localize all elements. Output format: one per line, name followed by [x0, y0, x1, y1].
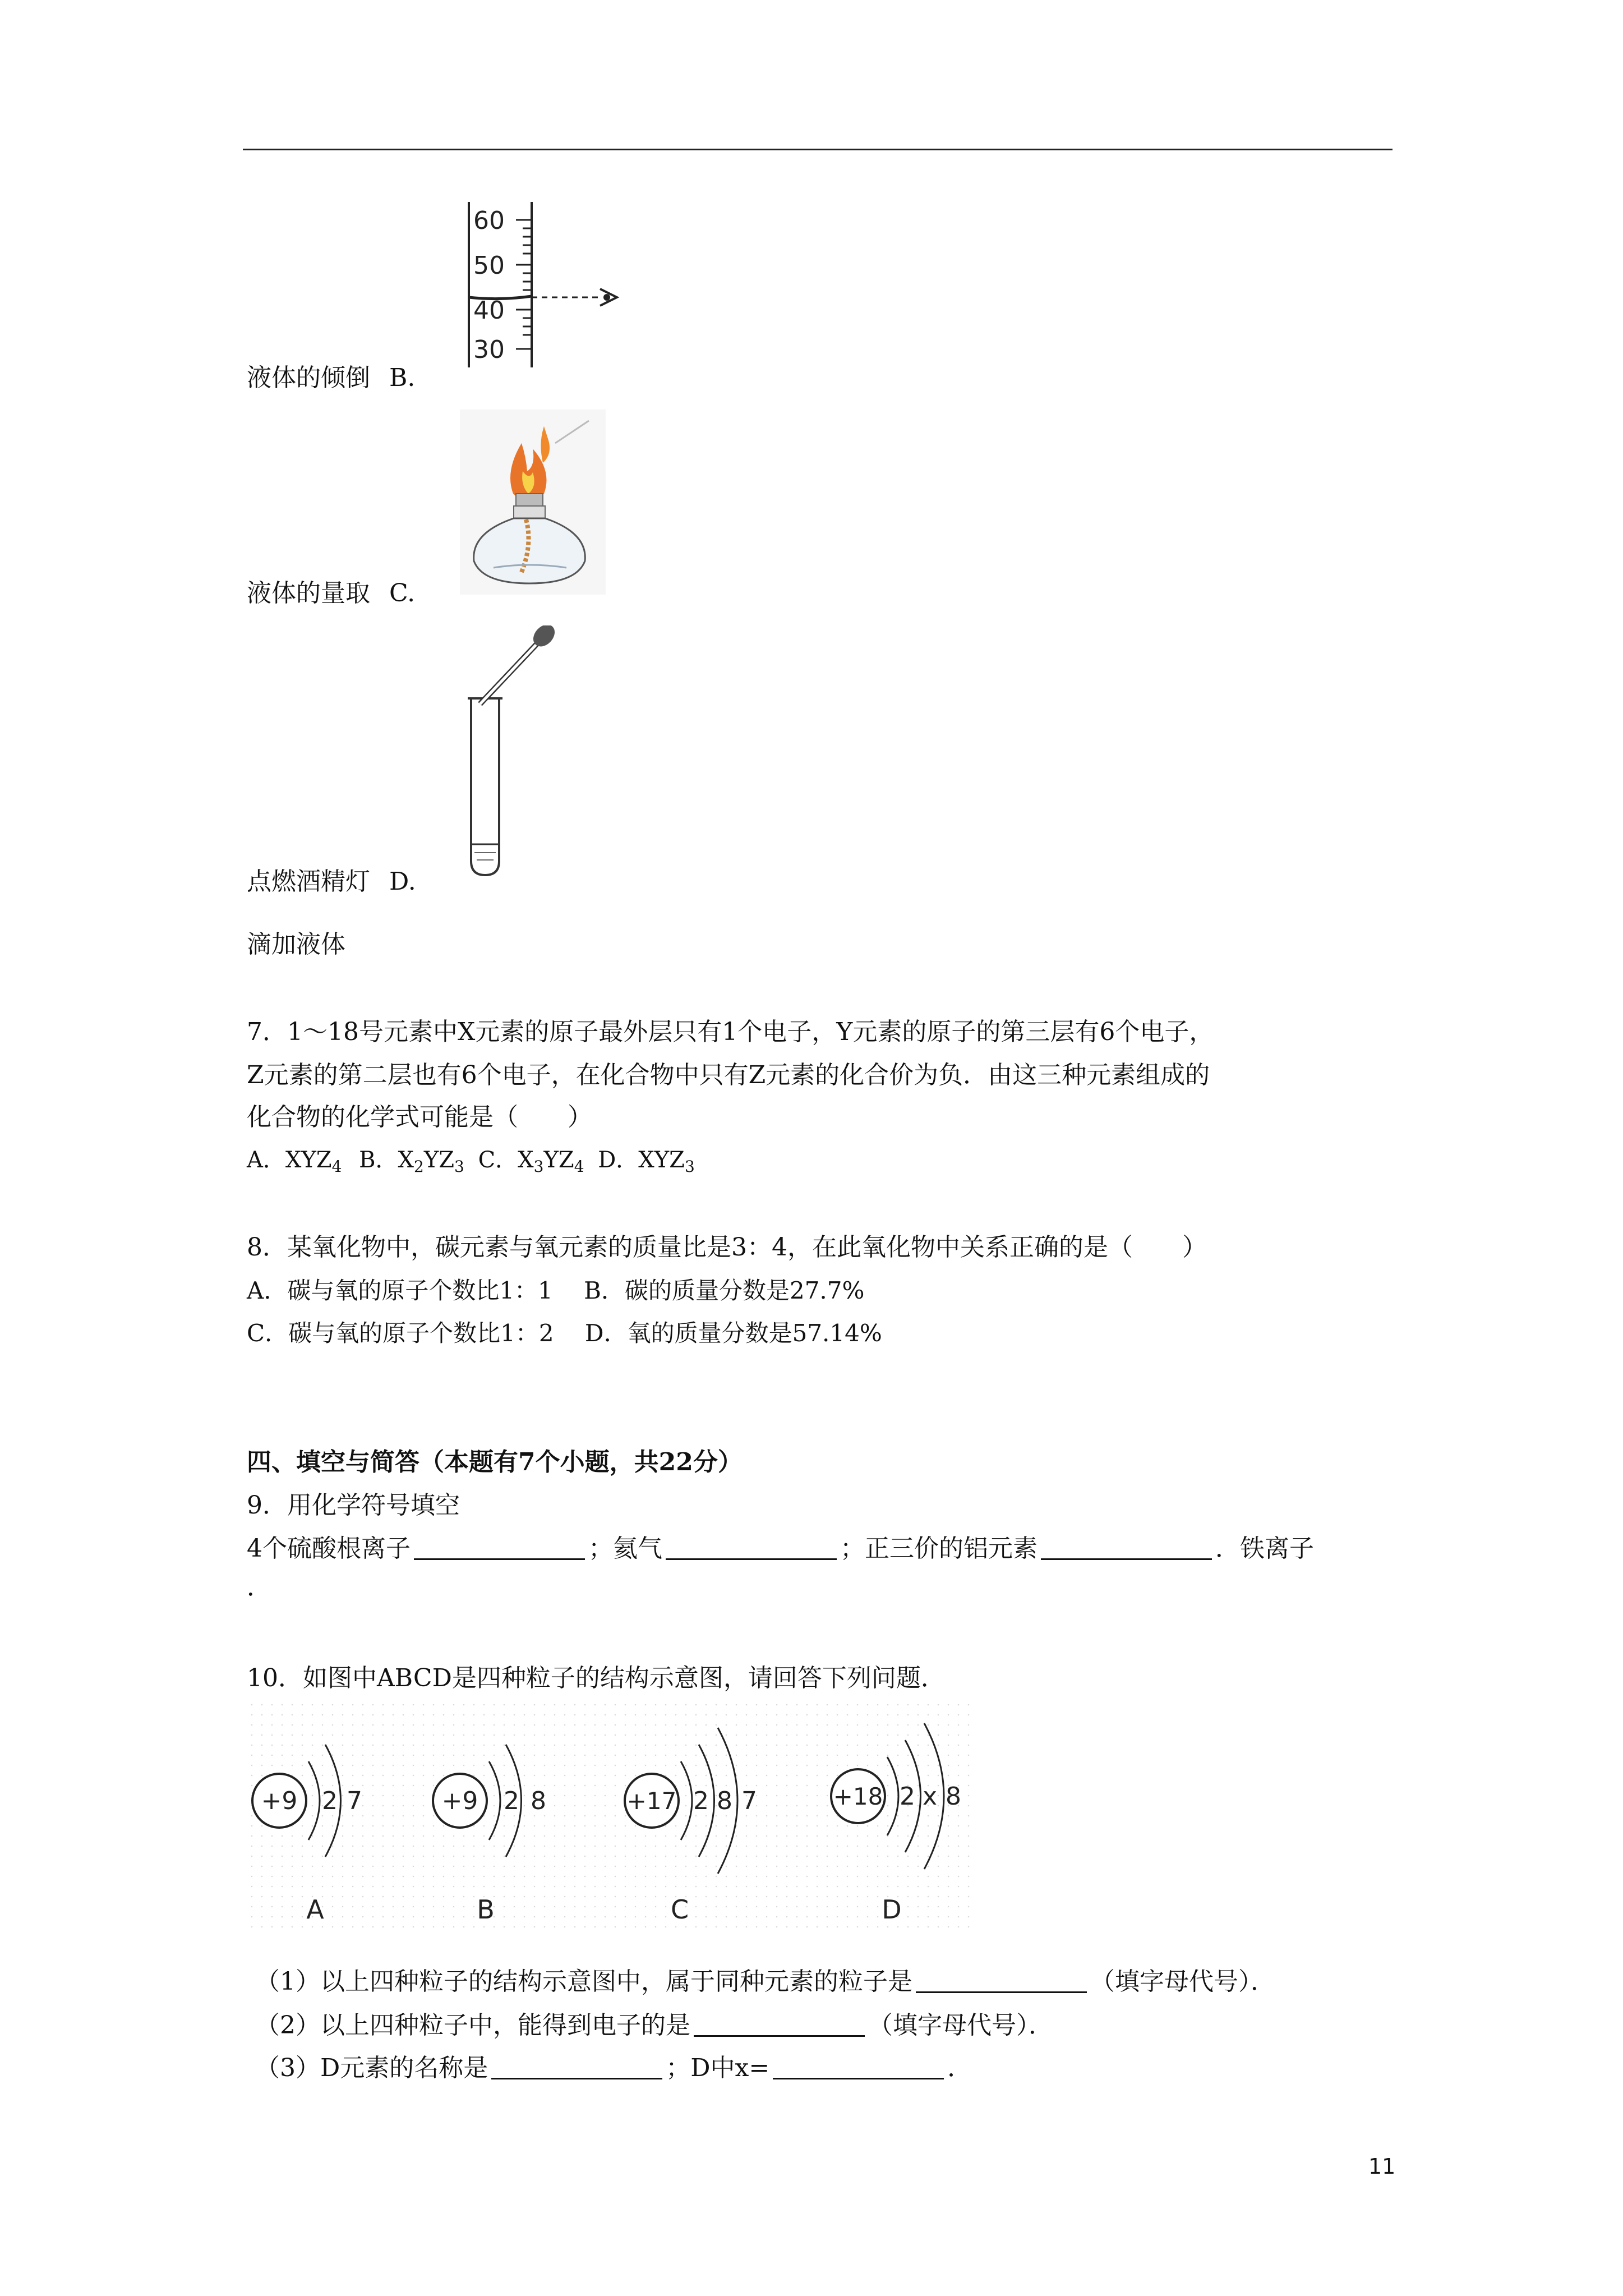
q8-options-row2: C．碳与氧的原子个数比1：2 D．氧的质量分数是57.14%	[247, 1319, 882, 1347]
header-rule	[243, 149, 1393, 150]
q9-stem: 9．用化学符号填空	[247, 1491, 460, 1520]
q7-options	[247, 1147, 695, 1176]
atom-a-shell-1: 2	[322, 1787, 338, 1815]
atom-b	[433, 1745, 546, 1925]
atom-d-shell-3: 8	[946, 1782, 961, 1811]
atom-c	[625, 1728, 757, 1925]
atom-a-shell-2: 7	[347, 1787, 362, 1815]
q10-sub3: （3）D元素的名称是 ；D中x= ．	[255, 2054, 972, 2082]
q9-blank-1[interactable]	[414, 1536, 585, 1560]
cylinder-tick-50: 50	[473, 251, 505, 280]
q9-fill-line	[247, 1536, 1314, 1561]
q6-option-row-d	[247, 869, 416, 894]
q9-part2: ；氦气	[588, 1534, 662, 1563]
atom-a-label: A	[306, 1894, 324, 1925]
q10-sub1: （1）以上四种粒子的结构示意图中，属于同种元素的粒子是 （填字母代号）．	[255, 1967, 1275, 1996]
q10-stem: 10．如图中ABCD是四种粒子的结构示意图，请回答下列问题．	[247, 1664, 946, 1692]
cylinder-tick-60: 60	[473, 206, 505, 235]
q6-option-d-caption: 滴加液体	[247, 930, 345, 959]
atom-d-shell-1: 2	[900, 1782, 915, 1811]
dropper-test-tube-figure	[460, 625, 572, 884]
q6-option-a-caption: 液体的倾倒	[247, 364, 370, 392]
q9-blank-2[interactable]	[666, 1536, 837, 1560]
atom-b-nucleus: +9	[441, 1787, 478, 1815]
q7-option-d: D．$XYZ_3$	[598, 1147, 695, 1176]
q9-tail: ．	[247, 1573, 271, 1602]
q6-option-row-c	[247, 581, 415, 606]
q7-option-a: A．$XYZ_4$	[247, 1147, 342, 1176]
atom-c-shell-1: 2	[693, 1787, 709, 1815]
measuring-cylinder-figure	[460, 196, 639, 376]
q8-stem: 8．某氧化物中，碳元素与氧元素的质量比是3：4，在此氧化物中关系正确的是（ ）	[247, 1233, 1207, 1262]
atom-d	[831, 1723, 961, 1925]
q10-blank-4[interactable]	[773, 2055, 944, 2079]
atom-structure-figure	[247, 1700, 970, 1935]
cylinder-tick-40: 40	[473, 296, 505, 325]
atom-c-label: C	[670, 1894, 689, 1925]
q7-option-b: B．$X_2YZ_3$	[359, 1147, 464, 1176]
q9-part3: ；正三价的铝元素	[840, 1534, 1038, 1563]
q6-option-c-label: C.	[389, 579, 416, 608]
atom-b-shell-1: 2	[504, 1787, 519, 1815]
alcohol-lamp-figure	[460, 409, 606, 595]
atom-d-label: D	[882, 1894, 902, 1925]
q10-blank-3[interactable]	[491, 2055, 662, 2079]
atom-d-nucleus: +18	[833, 1783, 883, 1810]
q6-option-c-caption: 点燃酒精灯	[247, 867, 370, 896]
q6-option-b-caption: 液体的量取	[247, 579, 370, 608]
cylinder-tick-30: 30	[473, 335, 505, 364]
q7-stem-line1: 7．1～18号元素中X元素的原子最外层只有1个电子，Y元素的原子的第三层有6个电子，	[247, 1018, 1214, 1046]
atom-c-shell-3: 7	[741, 1787, 757, 1815]
q7-stem-line2: Z元素的第二层也有6个电子，在化合物中只有Z元素的化合价为负．由这三种元素组成的	[247, 1061, 1210, 1089]
q6-option-d-label: D.	[389, 867, 416, 896]
q9-blank-3[interactable]	[1041, 1536, 1212, 1560]
q6-option-b-label: B.	[389, 364, 416, 392]
q9-part1: 4个硫酸根离子	[247, 1534, 411, 1563]
atom-b-shell-2: 8	[531, 1787, 546, 1815]
atom-d-shell-2: x	[922, 1782, 938, 1811]
q10-blank-2[interactable]	[694, 2013, 865, 2037]
q8-options-row1: A．碳与氧的原子个数比1：1 B．碳的质量分数是27.7%	[247, 1277, 865, 1304]
q7-stem-line3: 化合物的化学式可能是（ ）	[247, 1103, 592, 1131]
page-number: 11	[1368, 2154, 1396, 2179]
atom-c-nucleus: +17	[626, 1787, 677, 1815]
atom-a-nucleus: +9	[261, 1787, 298, 1815]
section-heading: 四、填空与简答（本题有7个小题，共22分）	[247, 1448, 743, 1476]
q6-option-row-b	[247, 366, 415, 390]
atom-b-label: B	[477, 1894, 495, 1925]
q10-sub2: （2）以上四种粒子中，能得到电子的是 （填字母代号）．	[255, 2011, 1053, 2040]
q9-part4: ．铁离子	[1215, 1534, 1314, 1563]
q7-option-c: C．$X_3YZ_4$	[478, 1147, 584, 1176]
atom-a	[252, 1745, 362, 1925]
q10-blank-1[interactable]	[916, 1969, 1087, 1993]
atom-c-shell-2: 8	[717, 1787, 732, 1815]
